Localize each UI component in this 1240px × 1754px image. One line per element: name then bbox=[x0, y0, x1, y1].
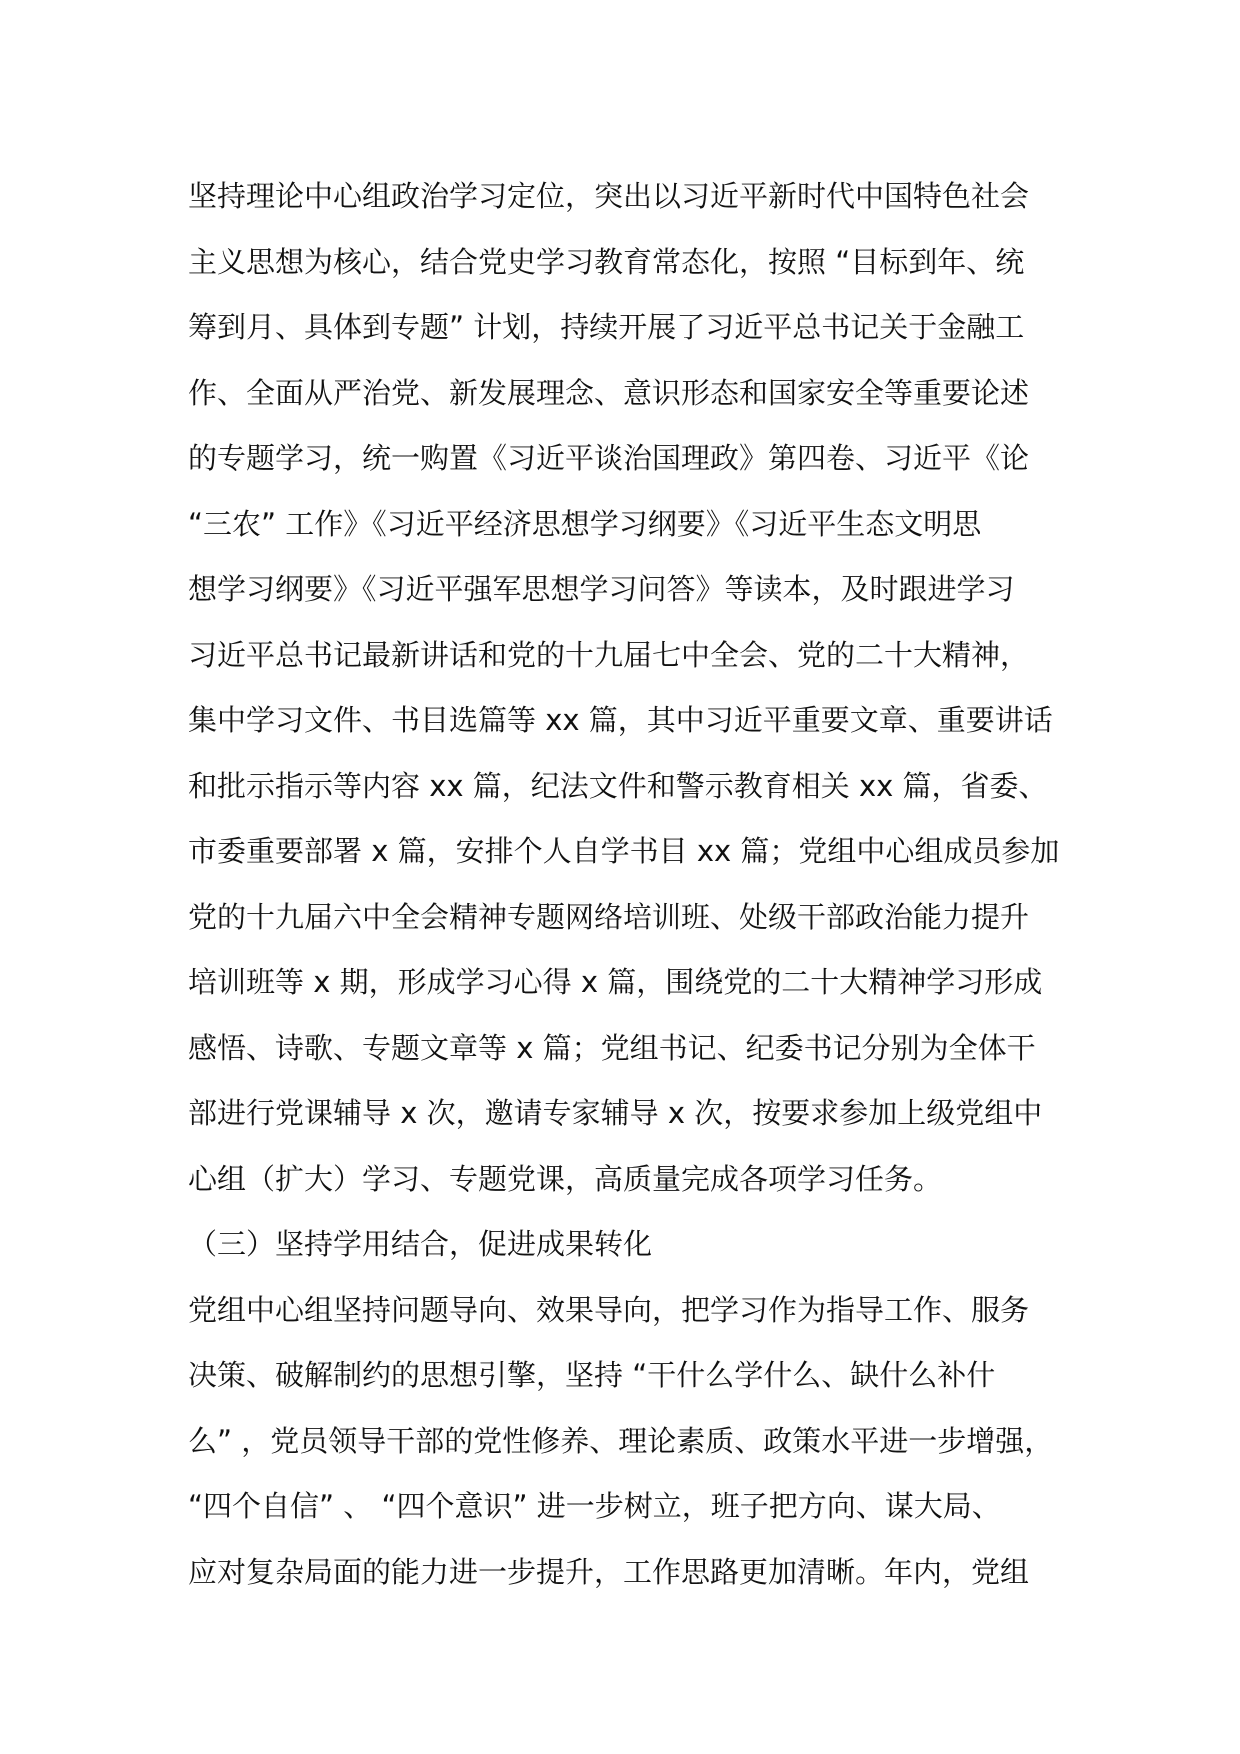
text-line: 市委重要部署 x 篇，安排个人自学书目 xx 篇；党组中心组成员参加 bbox=[188, 834, 1060, 868]
text-line: 和批示指示等内容 xx 篇，纪法文件和警示教育相关 xx 篇，省委、 bbox=[188, 768, 1048, 803]
text-line: “四个自信” 、 “四个意识” 进一步树立，班子把方向、谋大局、 bbox=[188, 1489, 1001, 1523]
text-line: 党组中心组坚持问题导向、效果导向，把学习作为指导工作、服务 bbox=[188, 1292, 1030, 1327]
text-line: “三农” 工作》《习近平经济思想学习纲要》《习近平生态文明思 bbox=[188, 506, 982, 541]
text-line: 应对复杂局面的能力进一步提升，工作思路更加清晰。年内，党组 bbox=[188, 1554, 1030, 1589]
text-line: 作、全面从严治党、新发展理念、意识形态和国家安全等重要论述 bbox=[188, 375, 1030, 410]
document-body bbox=[188, 164, 1088, 1605]
text-line: 集中学习文件、书目选篇等 xx 篇，其中习近平重要文章、重要讲话 bbox=[188, 703, 1053, 737]
text-line: 主义思想为核心，结合党史学习教育常态化，按照 “目标到年、统 bbox=[188, 244, 1025, 279]
text-line: 筹到月、具体到专题” 计划，持续开展了习近平总书记关于金融工 bbox=[188, 310, 1025, 344]
text-line: 的专题学习，统一购置《习近平谈治国理政》第四卷、习近平《论 bbox=[188, 441, 1030, 475]
text-line: 党的十九届六中全会精神专题网络培训班、处级干部政治能力提升 bbox=[188, 899, 1030, 934]
text-line: 坚持理论中心组政治学习定位，突出以习近平新时代中国特色社会 bbox=[188, 179, 1030, 213]
text-line: 感悟、诗歌、专题文章等 x 篇；党组书记、纪委书记分别为全体干 bbox=[188, 1030, 1036, 1065]
text-line: 心组（扩大）学习、专题党课，高质量完成各项学习任务。 bbox=[188, 1161, 943, 1196]
text-line: 么” ，党员领导干部的党性修养、理论素质、政策水平进一步增强， bbox=[188, 1423, 1054, 1458]
text-line: 决策、破解制约的思想引擎，坚持 “干什么学什么、缺什么补什 bbox=[188, 1358, 996, 1392]
text-line: 习近平总书记最新讲话和党的十九届七中全会、党的二十大精神， bbox=[188, 637, 1030, 672]
text-line: 部进行党课辅导 x 次，邀请专家辅导 x 次，按要求参加上级党组中 bbox=[188, 1096, 1043, 1130]
text-line: 培训班等 x 期，形成学习心得 x 篇，围绕党的二十大精神学习形成 bbox=[188, 965, 1043, 999]
section-heading: （三）坚持学用结合，促进成果转化 bbox=[188, 1227, 653, 1261]
text-line: 想学习纲要》《习近平强军思想学习问答》等读本，及时跟进学习 bbox=[188, 572, 1015, 606]
